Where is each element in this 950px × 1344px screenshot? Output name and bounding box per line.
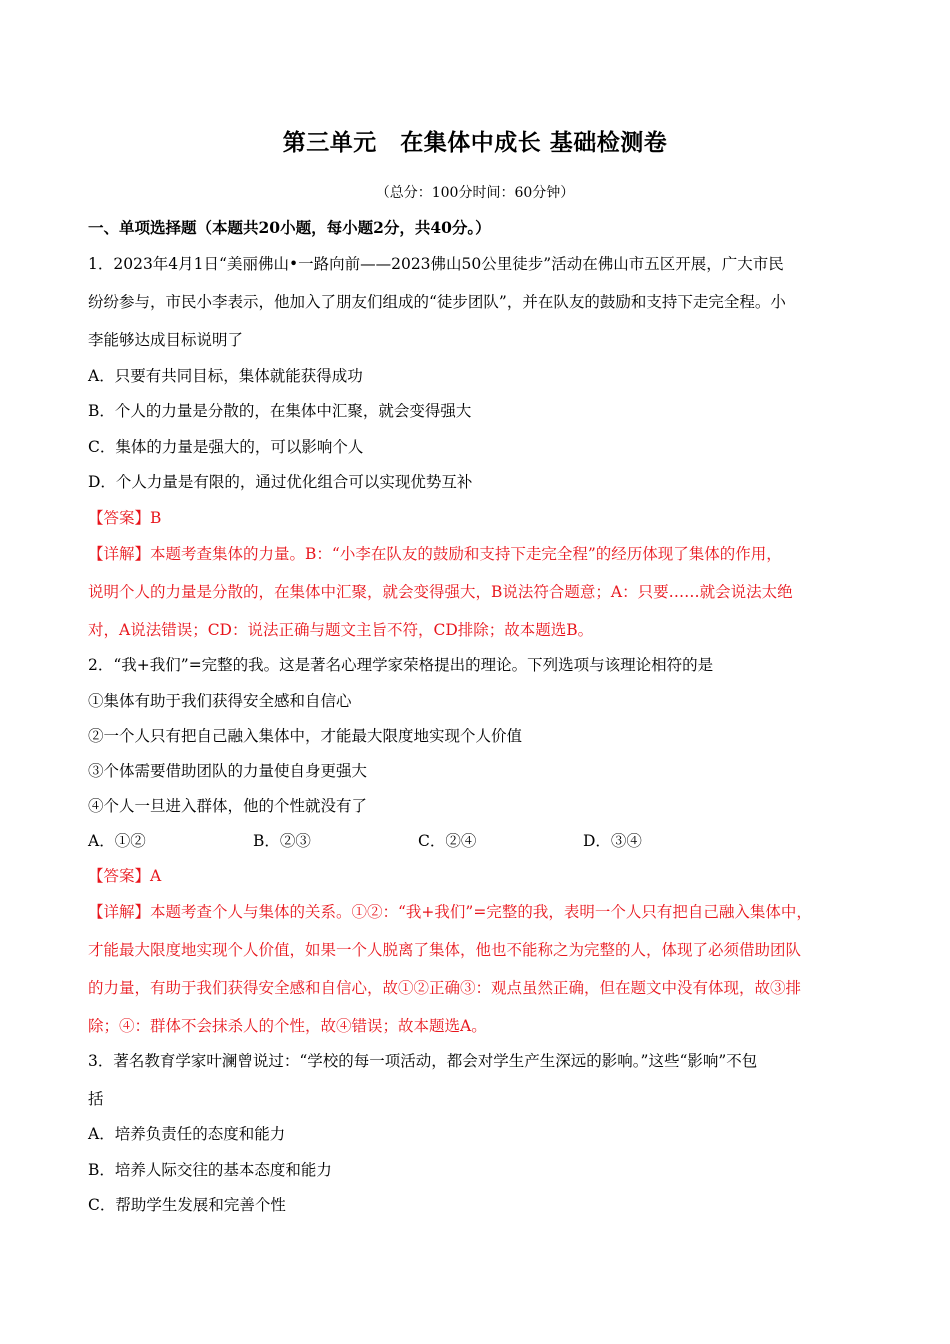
q2-option: D．③④ [583,832,642,850]
q1-stem-line: 1．2023年4月1日“美丽佛山•一路向前——2023佛山50公里徒步”活动在佛山市五区开展，广大市民 [88,255,784,273]
q2-item: ③个体需要借助团队的力量使自身更强大 [88,762,368,780]
q1-explain-line: 说明个人的力量是分散的，在集体中汇聚，就会变得强大，B说法符合题意；A：只要……就会说法太绝 [88,583,793,601]
q3-option: A．培养负责任的态度和能力 [88,1125,286,1143]
q2-answer: 【答案】A [88,867,162,885]
q1-stem-line: 纷纷参与，市民小李表示，他加入了朋友们组成的“徒步团队”，并在队友的鼓励和支持下走完全程。小 [88,293,786,311]
q2-option: A．①② [88,832,146,850]
q1-option: A．只要有共同目标，集体就能获得成功 [88,367,363,385]
page-subtitle: （总分：100分时间：60分钟） [375,185,575,201]
q2-option: B．②③ [253,832,311,850]
q2-item: ②一个人只有把自己融入集体中，才能最大限度地实现个人价值 [88,727,523,745]
section-heading: 一、单项选择题（本题共20小题，每小题2分，共40分。） [88,218,491,237]
q2-stem: 2．“我+我们”=完整的我。这是著名心理学家荣格提出的理论。下列选项与该理论相符的是 [88,656,714,674]
q3-stem-line: 括 [88,1090,104,1108]
q1-explain-line: 【详解】本题考查集体的力量。B：“小李在队友的鼓励和支持下走完全程”的经历体现了集体的作用， [88,545,782,563]
q1-option: D．个人力量是有限的，通过优化组合可以实现优势互补 [88,473,473,491]
q1-answer: 【答案】B [88,509,162,527]
q2-option: C．②④ [418,832,477,850]
q2-options-row [88,831,865,851]
q2-explain-line: 除；④：群体不会抹杀人的个性，故④错误；故本题选A。 [88,1017,487,1035]
q1-explain-line: 对，A说法错误；CD：说法正确与题文主旨不符，CD排除；故本题选B。 [88,621,594,639]
q2-item: ①集体有助于我们获得安全感和自信心 [88,692,352,710]
q1-stem-line: 李能够达成目标说明了 [88,331,244,349]
q1-option: C．集体的力量是强大的，可以影响个人 [88,438,364,456]
q1-option: B．个人的力量是分散的，在集体中汇聚，就会变得强大 [88,402,472,420]
q3-option: C．帮助学生发展和完善个性 [88,1196,286,1214]
q3-stem-line: 3．著名教育学家叶澜曾说过：“学校的每一项活动，都会对学生产生深远的影响。”这些“影响”不包 [88,1052,758,1070]
q2-explain-line: 才能最大限度地实现个人价值，如果一个人脱离了集体，他也不能称之为完整的人，体现了必须借助团队 [88,941,802,959]
q2-explain-line: 【详解】本题考查个人与集体的关系。①②：“我+我们”=完整的我，表明一个人只有把自己融入集体中， [88,903,812,921]
q2-explain-line: 的力量，有助于我们获得安全感和自信心，故①②正确③：观点虽然正确，但在题文中没有体现，故③排 [88,979,802,997]
q2-item: ④个人一旦进入群体，他的个性就没有了 [88,797,368,815]
page-title: 第三单元 在集体中成长 基础检测卷 [282,129,668,156]
q3-option: B．培养人际交往的基本态度和能力 [88,1161,332,1179]
